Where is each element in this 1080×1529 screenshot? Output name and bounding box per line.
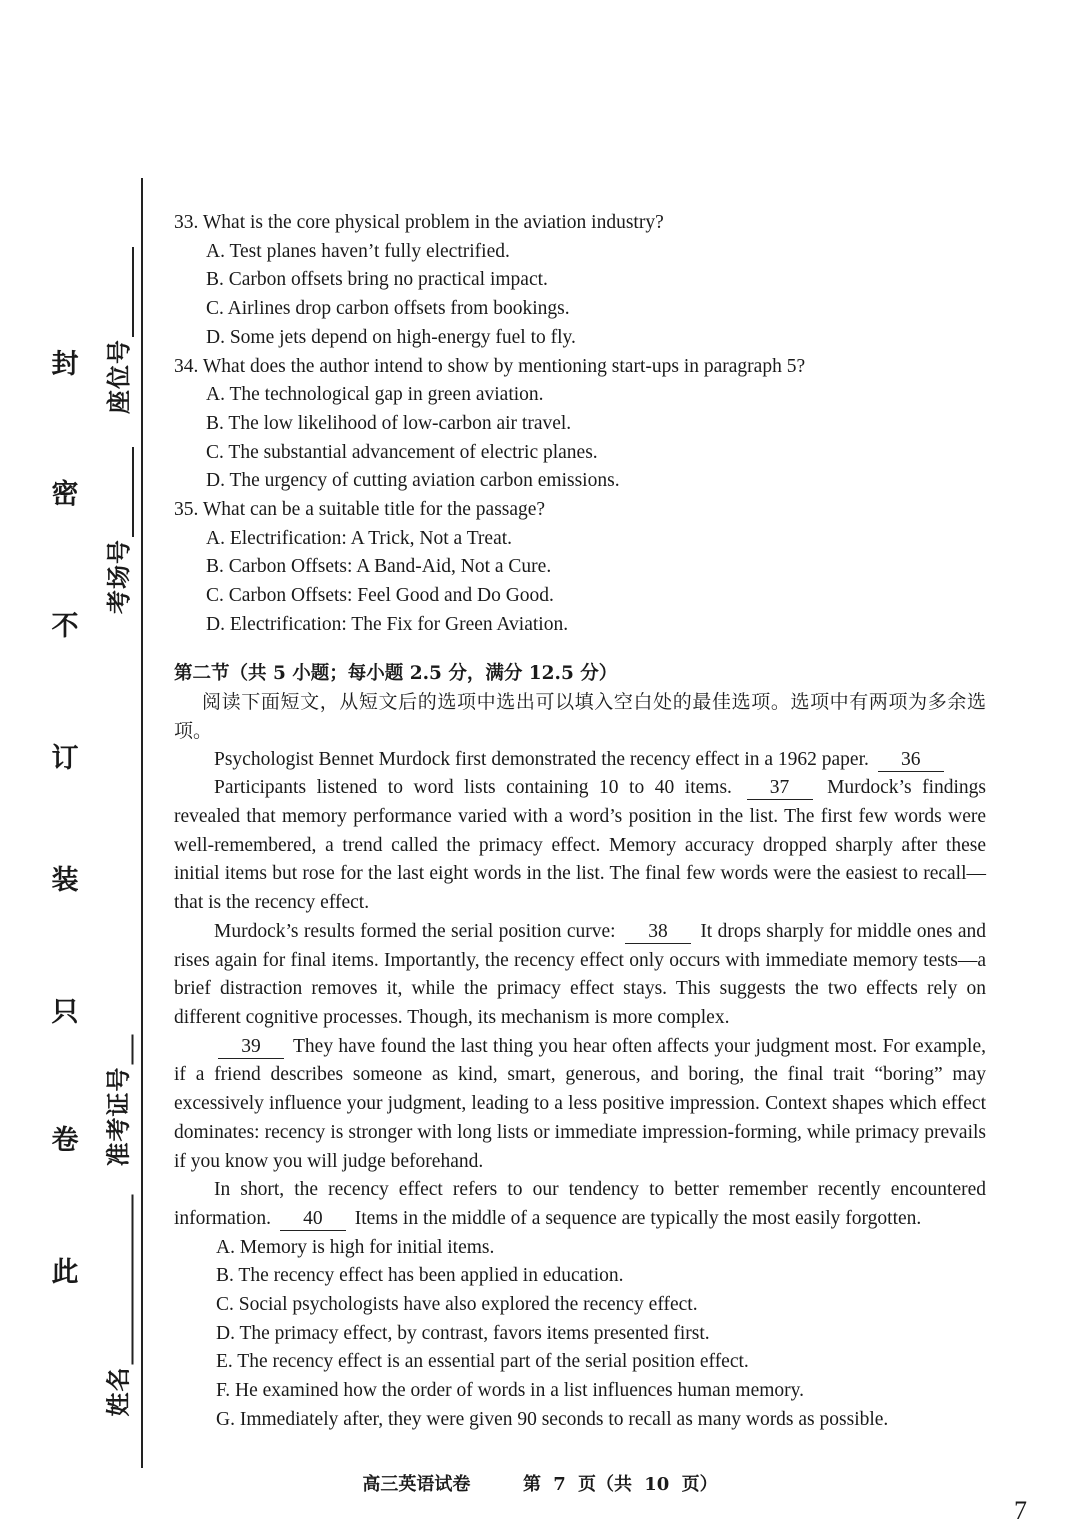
option-a: A. Test planes haven’t fully electrified. (206, 240, 510, 262)
ticket-number-label: 准考证号 (103, 1066, 133, 1166)
paragraph-text: Items in the middle of a sequence are typically the most easily forgotten. (354, 1207, 922, 1229)
name-field (86, 1190, 146, 1420)
blank-38[interactable]: 38 (625, 921, 691, 944)
page-indicator: 第 7 页（共 10 页） (522, 1474, 718, 1495)
blank-37[interactable]: 37 (747, 777, 813, 800)
seat-number-blank[interactable] (108, 247, 134, 337)
seat-number-field (86, 240, 146, 420)
choice-a: A. Memory is high for initial items. (216, 1236, 495, 1258)
exam-room-field (86, 440, 146, 620)
ticket-number-field (86, 1030, 146, 1170)
paragraph-text: In short, the recency effect refers to our tendency to better remember recently encountered information. (174, 1179, 986, 1229)
page-content (174, 209, 986, 1435)
ticket-number-blank[interactable] (108, 1034, 134, 1064)
option-c: C. Airlines drop carbon offsets from bookings. (206, 298, 570, 320)
passage-paragraph-1 (174, 746, 986, 775)
option-c: C. The substantial advancement of electric planes. (206, 441, 598, 463)
margin-char-4: 订 (51, 743, 79, 774)
option-a: A. Electrification: A Trick, Not a Treat. (206, 527, 513, 549)
passage-paragraph-2 (174, 774, 986, 918)
question-34 (174, 353, 986, 497)
option-b: B. Carbon offsets bring no practical impact. (206, 269, 548, 291)
question-stem: 35. What can be a suitable title for the passage? (174, 499, 546, 521)
margin-char-7: 卷 (51, 1125, 79, 1156)
choice-f: F. He examined how the order of words in a list influences human memory. (216, 1380, 804, 1402)
blank-39[interactable]: 39 (218, 1036, 284, 1059)
option-b: B. The low likelihood of low-carbon air travel. (206, 412, 572, 434)
margin-char-6: 只 (51, 997, 79, 1028)
option-d: D. Electrification: The Fix for Green Aviation. (206, 613, 569, 635)
choice-g: G. Immediately after, they were given 90 seconds to recall as many words as possible. (216, 1408, 889, 1430)
margin-char-1: 封 (51, 349, 79, 380)
blank-40[interactable]: 40 (280, 1208, 346, 1231)
choice-c: C. Social psychologists have also explored the recency effect. (216, 1294, 698, 1316)
question-35 (174, 496, 986, 640)
margin-char-5: 装 (51, 865, 79, 896)
question-33 (174, 209, 986, 353)
exam-room-label: 考场号 (103, 538, 133, 614)
paragraph-text: Participants listened to word lists containing 10 to 40 items. (214, 777, 732, 799)
seat-number-label: 座位号 (103, 338, 133, 414)
section-title: 第二节（共 5 小题；每小题 2.5 分，满分 12.5 分） (174, 662, 618, 684)
name-blank[interactable] (108, 1194, 134, 1364)
page-footer (0, 1470, 1080, 1496)
passage-paragraph-4 (174, 1033, 986, 1177)
paragraph-text: Murdock’s findings revealed that memory performance varied with a word’s position in the list. The first few words were well-remembered, a trend called the primacy effect. Memory accuracy dropped sharply after these initial items but rose for the last eight words in the list. The final few words were the easiest to recall—that is the recency effect. (174, 777, 987, 914)
margin-char-3: 不 (51, 611, 79, 642)
question-stem: 34. What does the author intend to show by mentioning start-ups in paragraph 5? (174, 355, 806, 377)
exam-room-blank[interactable] (108, 447, 134, 537)
option-c: C. Carbon Offsets: Feel Good and Do Good. (206, 585, 554, 607)
question-stem: 33. What is the core physical problem in the aviation industry? (174, 212, 664, 233)
paragraph-text: They have found the last thing you hear often affects your judgment most. For example, if a friend describes someone as kind, smart, generous, and boring, the final trait “boring” may excessively influence your judgment, leading to a less positive impression. Context shapes which effect dominates: recency is stronger with long lists or immediate impression-forming, while primacy prevails if you know you will judge beforehand. (174, 1035, 986, 1172)
passage-paragraph-5 (174, 1176, 986, 1233)
margin-char-8: 此 (51, 1257, 79, 1288)
passage-paragraph-3 (174, 918, 986, 1033)
option-d: D. Some jets depend on high-energy fuel to fly. (206, 326, 576, 348)
corner-page-number: 7 (1014, 1496, 1027, 1525)
option-a: A. The technological gap in green aviation. (206, 384, 544, 406)
exam-title: 高三英语试卷 (362, 1474, 471, 1495)
paragraph-text: Psychologist Bennet Murdock first demonstrated the recency effect in a 1962 paper. (214, 748, 869, 770)
blank-36[interactable]: 36 (878, 749, 944, 772)
choice-b: B. The recency effect has been applied in education. (216, 1265, 624, 1287)
option-b: B. Carbon Offsets: A Band-Aid, Not a Cure. (206, 556, 552, 578)
paragraph-text: It drops sharply for middle ones and rises again for final items. Importantly, the recency effect only occurs with immediate memory tests—a brief distraction removes it, while the primacy effect stays. This suggests the two effects rely on different cognitive processes. Though, its mechanism is more complex. (174, 920, 986, 1028)
section-instruction: 阅读下面短文，从短文后的选项中选出可以填入空白处的最佳选项。选项中有两项为多余选项。 (174, 691, 986, 742)
name-label: 姓名 (103, 1366, 133, 1416)
option-d: D. The urgency of cutting aviation carbon emissions. (206, 470, 620, 492)
margin-char-2: 密 (51, 479, 79, 510)
choice-e: E. The recency effect is an essential part of the serial position effect. (216, 1351, 749, 1373)
paragraph-text: Murdock’s results formed the serial position curve: (214, 920, 616, 942)
choice-d: D. The primacy effect, by contrast, favors items presented first. (216, 1322, 710, 1344)
answer-choices (216, 1234, 986, 1435)
